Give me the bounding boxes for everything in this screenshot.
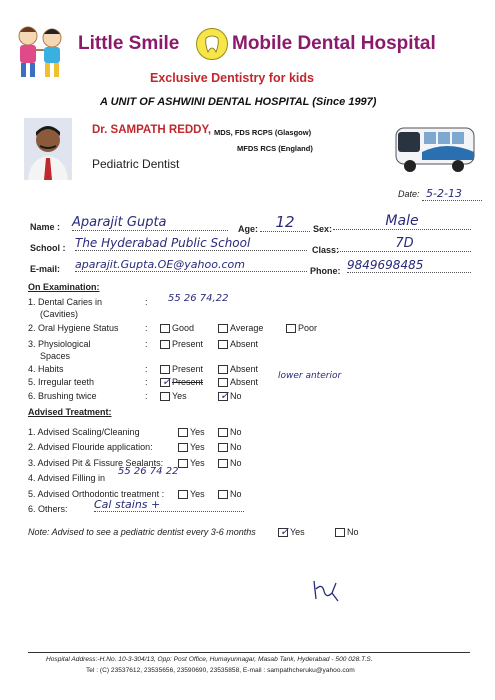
phone-field[interactable]: 9849698485 [347,258,471,273]
note-text: Note: Advised to see a pediatric dentist every 3-6 months [28,527,256,537]
tooth-logo [196,28,228,60]
habits-label: 4. Habits [28,364,64,374]
sex-field[interactable]: Male [333,213,471,230]
sex-label: Sex: [313,224,333,234]
others-value[interactable]: Cal stains + [94,498,244,512]
ortho-yes-option[interactable]: Yes [178,489,205,499]
date-label: Date: [398,189,420,199]
exam-heading: On Examination: [28,282,100,292]
doctor-photo [24,118,72,180]
doctor-role: Pediatric Dentist [92,157,180,171]
doctor-signature [310,575,344,605]
ortho-label: 5. Advised Orthodontic treatment : [28,489,165,499]
caries-value[interactable]: 55 26 74,22 [168,293,229,304]
physiological-label: 3. Physiological [28,339,91,349]
fluoride-no-checkbox[interactable] [218,443,228,452]
kids-logo-illustration [10,22,72,82]
oral-hygiene-label: 2. Oral Hygiene Status [28,323,119,333]
scaling-yes-option[interactable]: Yes [178,427,205,437]
sealants-no-option[interactable]: No [218,458,242,468]
checkmark-icon: ✓ [280,526,290,539]
note-yes-checkbox[interactable] [278,528,288,537]
checkmark-icon: ✓ [162,376,172,389]
unit-line: A UNIT OF ASHWINI DENTAL HOSPITAL (Since 1997) [100,96,377,108]
filling-value[interactable]: 55 26 74 22 [118,466,179,477]
date-value[interactable]: 5-2-13 [422,187,482,201]
irregular-present-checkbox[interactable] [160,378,170,387]
note-yes-option[interactable]: ✓ Yes [280,526,305,539]
oral-poor-option[interactable]: Poor [286,323,317,333]
irregular-absent-option[interactable]: Absent [218,377,258,387]
sealants-label: 3. Advised Pit & Fissure Sealants: [28,458,164,468]
habits-present-option[interactable]: Present [160,364,203,374]
irregular-note[interactable]: lower anterior [278,371,342,381]
doctor-qual1: MDS, FDS RCPS (Glasgow) [214,128,312,137]
scaling-yes-checkbox[interactable] [178,428,188,437]
filling-label: 4. Advised Filling in [28,473,106,483]
brushing-yes-option[interactable]: Yes [160,391,187,401]
tagline: Exclusive Dentistry for kids [150,71,314,85]
sealants-yes-option[interactable]: Yes [178,458,205,468]
dental-caries-sub: (Cavities) [40,309,79,319]
fluoride-no-option[interactable]: No [218,442,242,452]
age-label: Age: [238,224,258,234]
scaling-no-checkbox[interactable] [218,428,228,437]
fluoride-yes-option[interactable]: Yes [178,442,205,452]
good-checkbox[interactable] [160,324,170,333]
brushing-no-option[interactable]: ✓ No [220,390,242,403]
irregular-absent-checkbox[interactable] [218,378,228,387]
brushing-colon: : [145,391,148,401]
doctor-name: Dr. SAMPATH REDDY, [92,124,212,136]
fluoride-yes-checkbox[interactable] [178,443,188,452]
habits-present-checkbox[interactable] [160,365,170,374]
school-field[interactable]: The Hyderabad Public School [75,236,307,251]
scaling-no-option[interactable]: No [218,427,242,437]
brushing-yes-checkbox[interactable] [160,392,170,401]
others-label: 6. Others: [28,504,68,514]
average-checkbox[interactable] [218,324,228,333]
advised-heading: Advised Treatment: [28,407,112,417]
dental-caries-label: 1. Dental Caries in [28,297,103,307]
brand-left: Little Smile [78,33,180,54]
footer-divider [28,652,470,653]
phone-label: Phone: [310,266,341,276]
scaling-label: 1. Advised Scaling/Cleaning [28,427,140,437]
doctor-qual2: MFDS RCS (England) [237,144,313,153]
habits-absent-checkbox[interactable] [218,365,228,374]
note-no-option[interactable]: No [335,527,359,537]
email-field[interactable]: aparajit.Gupta.OE@yahoo.com [75,258,307,272]
irregular-present-option[interactable]: ✓ Present [162,376,204,389]
mobile-bus-image [392,122,478,174]
checkmark-icon: ✓ [220,390,230,403]
phys-present-checkbox[interactable] [160,340,170,349]
footer-tel: Tel : (C) 23537612, 23535656, 23590690, 23535858, E-mail : sampathcheruku@yahoo.com [86,667,355,674]
school-label: School : [30,243,66,253]
oral-average-option[interactable]: Average [218,323,263,333]
poor-checkbox[interactable] [286,324,296,333]
brand-right: Mobile Dental Hospital [232,33,436,54]
name-field[interactable]: Aparajit Gupta [72,215,228,231]
ortho-no-option[interactable]: No [218,489,242,499]
class-field[interactable]: 7D [338,236,471,252]
brushing-label: 6. Brushing twice [28,391,97,401]
oral-good-option[interactable]: Good [160,323,194,333]
sealants-no-checkbox[interactable] [218,459,228,468]
oral-colon: : [145,323,148,333]
physiological-sub: Spaces [40,351,71,361]
habits-colon: : [145,364,148,374]
habits-absent-option[interactable]: Absent [218,364,258,374]
brushing-no-checkbox[interactable] [218,392,228,401]
phys-absent-checkbox[interactable] [218,340,228,349]
phys-present-option[interactable]: Present [160,339,203,349]
note-no-checkbox[interactable] [335,528,345,537]
class-label: Class: [312,245,340,255]
irregular-colon: : [145,377,148,387]
age-field[interactable]: 12 [260,213,310,232]
date-row [398,187,482,201]
phys-absent-option[interactable]: Absent [218,339,258,349]
footer-address: Hospital Address:-H.No. 10-3-304/13, Opp: Post Office, Humayunnagar, Masab Tank, Hyderabad - 500 028.T.S. [46,656,373,663]
sealants-yes-checkbox[interactable] [178,459,188,468]
fluoride-label: 2. Advised Flouride application: [28,442,153,452]
caries-colon: : [145,297,148,307]
irregular-label: 5. Irregular teeth [28,377,95,387]
phys-colon: : [145,339,148,349]
email-label: E-mail: [30,264,61,274]
name-label: Name : [30,222,61,232]
